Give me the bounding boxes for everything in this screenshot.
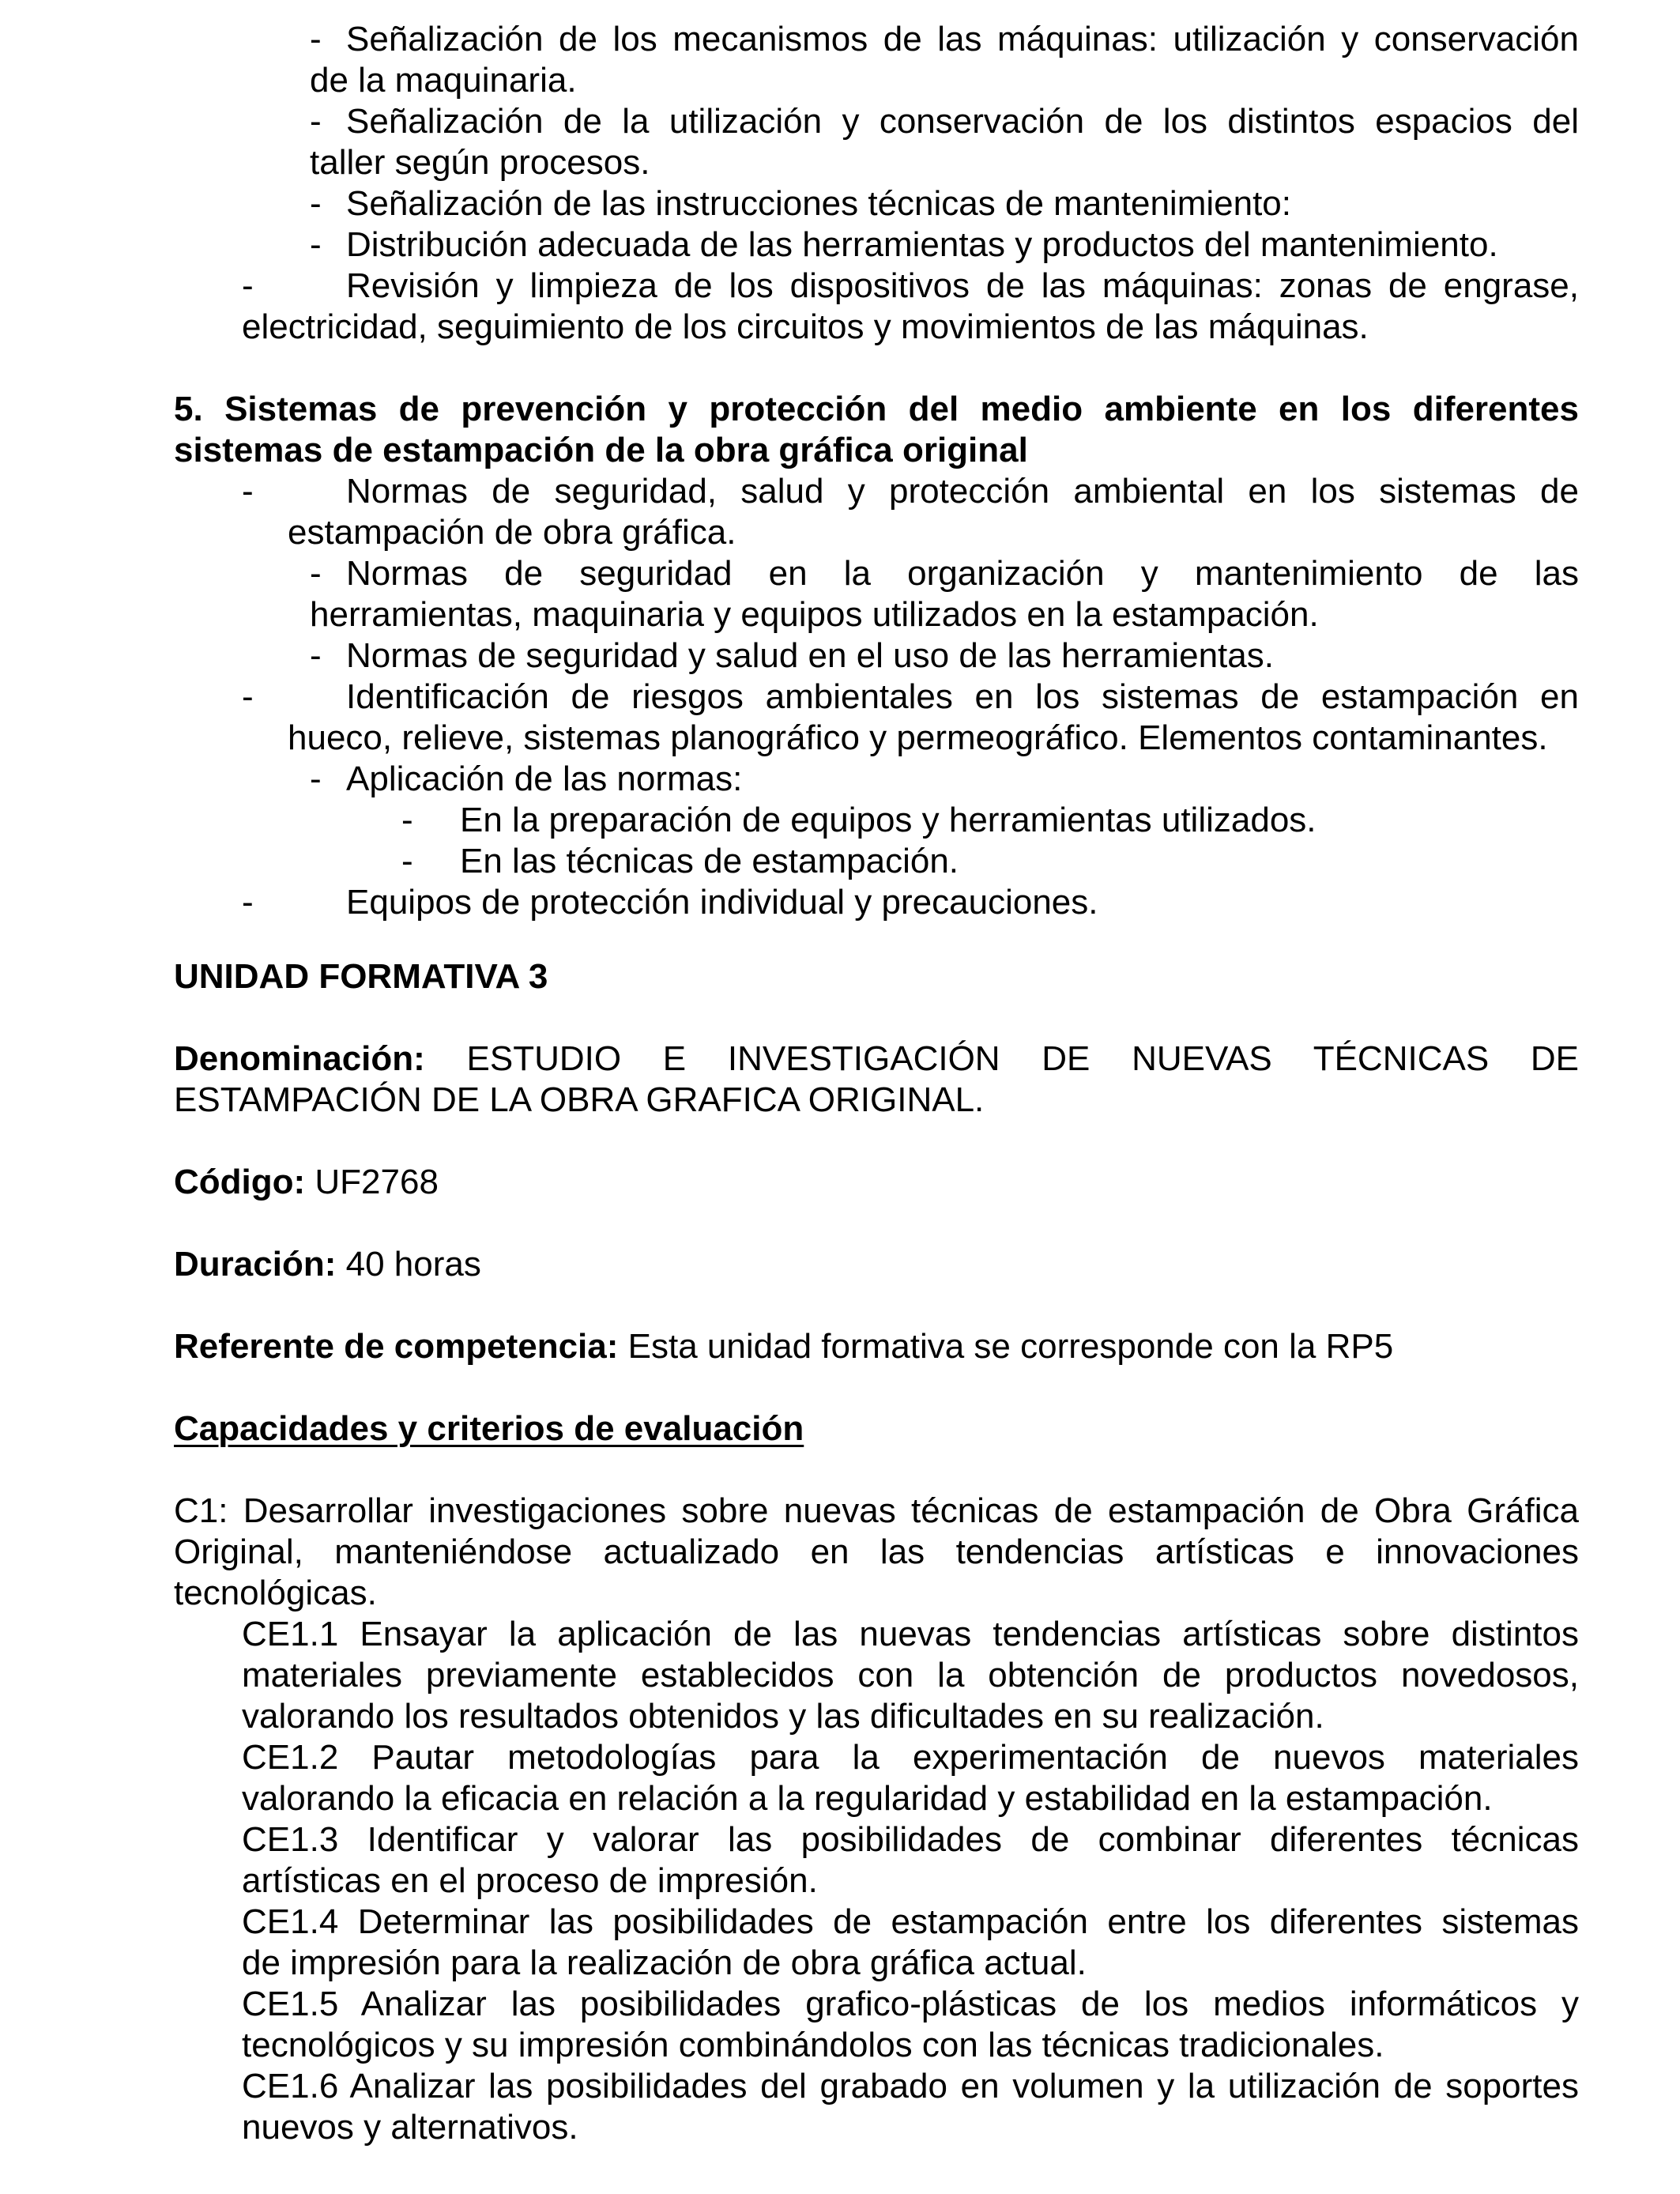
list-item-text-cont: electricidad, seguimiento de los circuitos y movimientos de las máquinas.	[242, 307, 1369, 346]
criterion-ce1-2: CE1.2 Pautar metodologías para la experimentación de nuevos materiales	[242, 1738, 1579, 1777]
unit-title: UNIDAD FORMATIVA 3	[174, 957, 548, 996]
list-dash: -	[242, 472, 254, 511]
list-dash: -	[310, 102, 322, 141]
denominacion-line	[174, 1039, 1579, 1080]
list-item-text: Normas de seguridad en la organización y mantenimiento de las	[346, 554, 1579, 593]
referente-line	[174, 1326, 1393, 1367]
list-dash: -	[242, 266, 254, 305]
list-item-text: Distribución adecuada de las herramientas y productos del mantenimiento.	[346, 225, 1498, 264]
codigo-label: Código:	[174, 1163, 306, 1201]
c1-text-cont: tecnológicas.	[174, 1574, 377, 1612]
list-item-text-cont: estampación de obra gráfica.	[288, 513, 736, 552]
section-heading: 5. Sistemas de prevención y protección del medio ambiente en los diferentes	[174, 390, 1579, 428]
criterion-ce1-1: CE1.1 Ensayar la aplicación de las nuevas tendencias artísticas sobre distintos	[242, 1615, 1579, 1653]
duracion-line	[174, 1244, 481, 1285]
list-item-text: En las técnicas de estampación.	[460, 842, 959, 880]
list-dash: -	[310, 184, 322, 223]
list-dash: -	[401, 801, 413, 839]
criterion-ce1-4-cont: de impresión para la realización de obra gráfica actual.	[242, 1943, 1087, 1982]
list-item-text-cont: herramientas, maquinaria y equipos utilizados en la estampación.	[310, 595, 1319, 634]
codigo-line	[174, 1162, 439, 1203]
section-heading-cont: sistemas de estampación de la obra gráfica original	[174, 431, 1028, 469]
referente-value: Esta unidad formativa se corresponde con la RP5	[627, 1327, 1394, 1366]
criterion-ce1-5: CE1.5 Analizar las posibilidades grafico-plásticas de los medios informáticos y	[242, 1985, 1579, 2023]
criterion-ce1-2-cont: valorando la eficacia en relación a la regularidad y estabilidad en la estampación.	[242, 1779, 1493, 1818]
list-item-text: Normas de seguridad y salud en el uso de las herramientas.	[346, 636, 1274, 675]
list-item-text: Revisión y limpieza de los dispositivos de las máquinas: zonas de engrase,	[346, 266, 1579, 305]
list-dash: -	[242, 883, 254, 922]
duracion-label: Duración:	[174, 1245, 337, 1284]
list-item-text: Normas de seguridad, salud y protección ambiental en los sistemas de	[346, 472, 1579, 511]
list-dash: -	[310, 20, 322, 58]
list-dash: -	[242, 677, 254, 716]
criterion-ce1-4: CE1.4 Determinar las posibilidades de estampación entre los diferentes sistemas	[242, 1902, 1579, 1941]
criterion-ce1-6: CE1.6 Analizar las posibilidades del grabado en volumen y la utilización de soportes	[242, 2067, 1579, 2105]
c1-text: C1: Desarrollar investigaciones sobre nuevas técnicas de estampación de Obra Gráfica	[174, 1491, 1579, 1530]
criterion-ce1-6-cont: nuevos y alternativos.	[242, 2108, 578, 2147]
criterion-ce1-3-cont: artísticas en el proceso de impresión.	[242, 1861, 818, 1900]
denominacion-value: ESTUDIO E INVESTIGACIÓN DE NUEVAS TÉCNICAS DE	[466, 1039, 1579, 1078]
list-item-text: Señalización de la utilización y conservación de los distintos espacios del	[346, 102, 1579, 141]
list-item-text: Señalización de los mecanismos de las máquinas: utilización y conservación	[346, 20, 1579, 58]
referente-label: Referente de competencia:	[174, 1327, 619, 1366]
list-item-text-cont: de la maquinaria.	[310, 61, 577, 100]
denominacion-label: Denominación:	[174, 1039, 425, 1078]
criterion-ce1-1-cont: valorando los resultados obtenidos y las dificultades en su realización.	[242, 1697, 1324, 1736]
codigo-value: UF2768	[315, 1163, 439, 1201]
criterion-ce1-5-cont: tecnológicos y su impresión combinándolos con las técnicas tradicionales.	[242, 2026, 1384, 2064]
list-item-text: Identificación de riesgos ambientales en los sistemas de estampación en	[346, 677, 1579, 716]
criterion-ce1-3: CE1.3 Identificar y valorar las posibilidades de combinar diferentes técnicas	[242, 1820, 1579, 1859]
list-dash: -	[401, 842, 413, 880]
list-item-text: Señalización de las instrucciones técnicas de mantenimiento:	[346, 184, 1291, 223]
list-item-text: Equipos de protección individual y precauciones.	[346, 883, 1098, 922]
list-item-text: Aplicación de las normas:	[346, 760, 743, 798]
list-dash: -	[310, 760, 322, 798]
list-dash: -	[310, 636, 322, 675]
criterion-ce1-1-cont: materiales previamente establecidos con la obtención de productos novedosos,	[242, 1656, 1579, 1695]
list-dash: -	[310, 225, 322, 264]
list-item-text-cont: hueco, relieve, sistemas planográfico y permeográfico. Elementos contaminantes.	[288, 718, 1548, 757]
list-item-text-cont: taller según procesos.	[310, 143, 650, 182]
capacidades-heading: Capacidades y criterios de evaluación	[174, 1409, 804, 1448]
duracion-value: 40 horas	[345, 1245, 481, 1284]
denominacion-value-cont: ESTAMPACIÓN DE LA OBRA GRAFICA ORIGINAL.	[174, 1080, 985, 1119]
list-item-text: En la preparación de equipos y herramientas utilizados.	[460, 801, 1317, 839]
list-dash: -	[310, 554, 322, 593]
c1-text-cont: Original, manteniéndose actualizado en las tendencias artísticas e innovaciones	[174, 1532, 1579, 1571]
